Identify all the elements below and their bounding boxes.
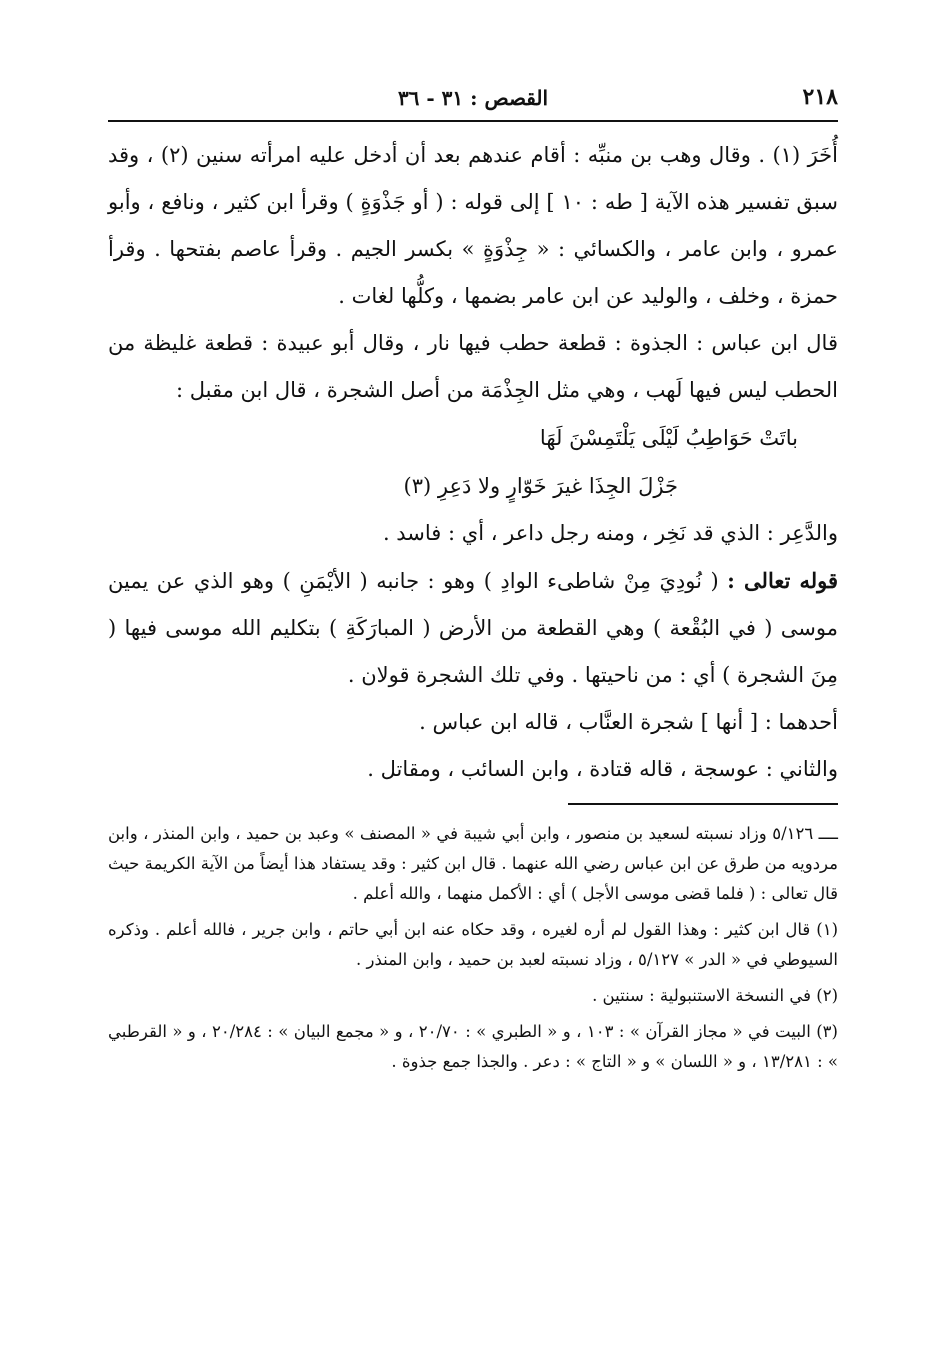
verse-lead-label: قوله تعالى : [727, 568, 838, 593]
book-page [108, 80, 838, 1280]
page-number: ٢١٨ [802, 84, 838, 110]
paragraph-2: قال ابن عباس : الجذوة : قطعة حطب فيها نار ، وقال أبو عبيدة : قطعة غليظة من الحطب ليس فيها لَهب ، وهي مثل الجِذْمَة من أصل الشجرة ، قال ابن مقبل : [108, 331, 838, 402]
paragraph-5: أحدهما : [ أنها ] شجرة العنَّاب ، قاله ابن عباس . [419, 710, 838, 734]
footnote-separator [568, 803, 838, 805]
footnote-2: (٢) في النسخة الاستنبولية : سنتين . [592, 986, 838, 1005]
poetry-verse-1: باتَتْ حَوَاطِبُ لَيْلَى يَلْتَمِسْنَ لَهَا [539, 426, 798, 450]
paragraph-6: والثاني : عوسجة ، قاله قتادة ، وابن السائب ، ومقاتل . [367, 757, 838, 781]
main-text [108, 132, 838, 793]
footnote-3: (٣) البيت في « مجاز القرآن » : ١٠٣ ، و « الطبري » : ٢٠/٧٠ ، و « مجمع البيان » : ٢٠/٢٨٤ ، و « القرطبي » : ١٣/٢٨١ ، و « اللسان » و « التاج » : دعر . والجذا جمع جذوة . [108, 1022, 838, 1071]
running-title: القصص : ٣١ - ٣٦ [397, 86, 549, 110]
poetry-verse-2: جَزْلَ الجِذَا غيرَ خَوّارٍ ولا دَعِرِ (٣) [403, 474, 678, 498]
paragraph-1: أُخَرَ (١) . وقال وهب بن منبِّه : أقام عندهم بعد أن أدخل عليه امرأته سنين (٢) ، وقد سبق تفسير هذه الآية [ طه : ١٠ ] إلى قوله : ( أو جَذْوَةٍ ) وقرأ ابن كثير ، ونافع ، وأبو عمرو ، وابن عامر ، والكسائي : « جِذْوَةٍ » بكسر الجيم . وقرأ عاصم بفتحها . وقرأ حمزة ، وخلف ، والوليد عن ابن عامر بضمها ، وكلُّها لغات . [108, 143, 838, 308]
paragraph-4-text: ( نُودِيَ مِنْ شاطىء الوادِ ) وهو : جانبه ( الأيْمَنِ ) وهو الذي عن يمين موسى ( في البُقْعة ) وهي القطعة من الأرض ( المبارَكَةِ ) بتكليم الله موسى فيها ( مِنَ الشجرة ) أي : من ناحيتها . وفي تلك الشجرة قولان . [108, 569, 838, 687]
footnotes [108, 819, 838, 1077]
footnote-1: (١) قال ابن كثير : وهذا القول لم أره لغيره ، وقد حكاه عنه ابن أبي حاتم ، وابن جرير ، فالله أعلم . وذكره السيوطي في « الدر » ٥/١٢٧ ، وزاد نسبته لعبد بن حميد ، وابن المنذر . [108, 920, 838, 969]
page-header [108, 80, 838, 122]
paragraph-4 [108, 557, 838, 699]
paragraph-3: والدَّعِر : الذي قد نَخِر ، ومنه رجل داعر ، أي : فاسد . [382, 521, 838, 545]
footnote-continued: ــــ ٥/١٢٦ وزاد نسبته لسعيد بن منصور ، وابن أبي شيبة في « المصنف » وعبد بن حميد ، وابن المنذر ، وابن مردويه من طرق عن ابن عباس رضي الله عنهما . قال ابن كثير : وقد يستفاد هذا أيضاً من الآية الكريمة حيث قال تعالى : ( فلما قضى موسى الأجل ) أي : الأكمل منهما ، والله أعلم . [108, 824, 838, 903]
